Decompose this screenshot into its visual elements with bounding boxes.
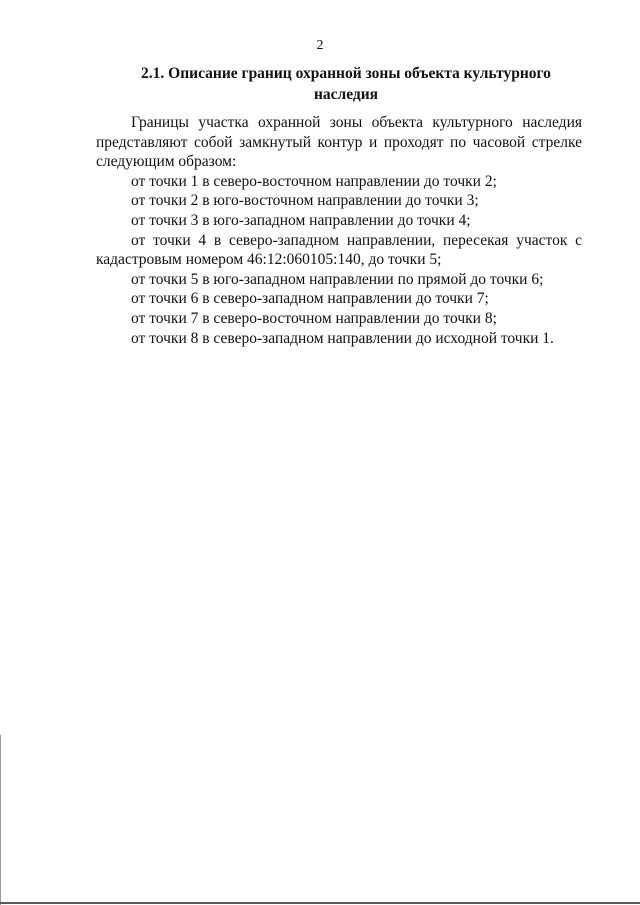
paragraph-point-8: от точки 8 в северо-западном направлении до исходной точки 1. xyxy=(131,329,554,347)
scan-edge-line xyxy=(0,735,1,905)
paragraph-intro: Границы участка охранной зоны объекта культурного наследия представляют собой замкнутый контур и проходят по часовой стрелке следующим образом: xyxy=(96,114,582,171)
paragraph-point-5: от точки 5 в юго-западном направлении по прямой до точки 6; xyxy=(131,270,544,288)
page-number: 2 xyxy=(316,38,324,53)
paragraph-point-2: от точки 2 в юго-восточном направлении до точки 3; xyxy=(131,192,479,210)
paragraph-point-4: от точки 4 в северо-западном направлении, пересекая участок с кадастровым номером 46:12:060105:140, до точки 5; xyxy=(96,231,582,269)
paragraph-point-1: от точки 1 в северо-восточном направлении до точки 2; xyxy=(131,172,497,190)
section-heading-line-2: наследия xyxy=(313,86,379,103)
paragraph-point-3: от точки 3 в юго-западном направлении до точки 4; xyxy=(131,211,471,229)
section-heading xyxy=(110,63,582,105)
paragraph-point-7: от точки 7 в северо-восточном направлении до точки 8; xyxy=(131,309,497,327)
body-text xyxy=(96,113,582,348)
scan-bottom-line xyxy=(0,902,640,904)
paragraph-point-6: от точки 6 в северо-западном направлении до точки 7; xyxy=(131,290,489,308)
section-heading-line-1: 2.1. Описание границ охранной зоны объекта культурного xyxy=(141,65,551,82)
